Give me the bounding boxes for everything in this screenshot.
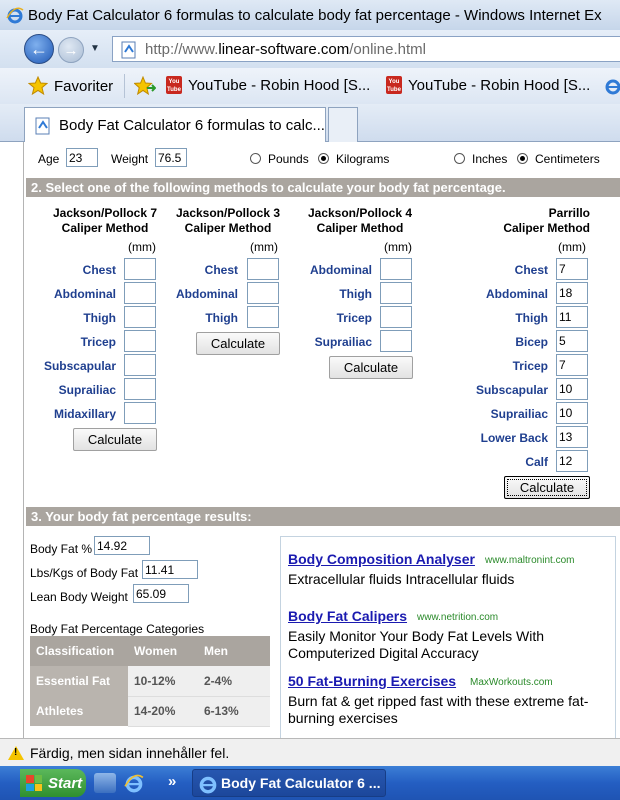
jp3-thigh-label: Thigh <box>205 311 238 325</box>
lean-body-weight-output[interactable] <box>133 584 189 603</box>
warning-icon[interactable] <box>8 746 24 760</box>
jp3-calculate-button[interactable]: Calculate <box>196 332 280 355</box>
jp7-chest-label: Chest <box>82 263 116 277</box>
jp7-thigh-label: Thigh <box>83 311 116 325</box>
lean-body-weight-label: Lean Body Weight <box>30 590 128 604</box>
parrillo-suprailiac-label: Suprailiac <box>490 407 548 421</box>
favorites-button[interactable] <box>28 76 113 96</box>
jp7-suprailiac-label: Suprailiac <box>58 383 116 397</box>
page-icon <box>33 116 53 136</box>
ad-description: Extracellular fluids Intracellular fluids <box>288 571 515 587</box>
jp7-subscapular-label: Subscapular <box>43 359 116 373</box>
jp7-tricep-label: Tricep <box>80 335 116 349</box>
jp3-abdominal-input[interactable] <box>247 282 279 304</box>
window-titlebar <box>0 0 620 30</box>
method-title: Jackson/Pollock 7 <box>52 206 158 220</box>
sponsored-links-box <box>280 536 616 738</box>
jp3-chest-input[interactable] <box>247 258 279 280</box>
jp7-tricep-input[interactable] <box>124 330 156 352</box>
weight-label: Weight <box>111 152 149 166</box>
favorite-link-1[interactable] <box>166 76 370 94</box>
method-title: Jackson/Pollock 4 <box>307 206 413 220</box>
jp7-midaxillary-label: Midaxillary <box>53 407 116 421</box>
jp3-chest-label: Chest <box>204 263 238 277</box>
favorites-bar <box>0 68 620 104</box>
table-header-row <box>30 636 270 666</box>
method-jp7-heading <box>42 206 168 236</box>
internet-explorer-icon[interactable] <box>604 77 620 95</box>
mm-label: (mm) <box>558 240 586 254</box>
add-favorite-button[interactable] <box>134 76 156 96</box>
body-fat-percent-output[interactable] <box>94 536 150 555</box>
method-jp4-heading <box>300 206 420 236</box>
ad-description: Easily Monitor Your Body Fat Levels With Computerized Digital Accuracy <box>288 628 545 661</box>
jp4-abdominal-input[interactable] <box>380 258 412 280</box>
parrillo-calculate-button[interactable]: Calculate <box>504 476 590 499</box>
inches-radio[interactable] <box>454 153 465 164</box>
youtube-icon: You Tube <box>386 76 402 94</box>
window-title: Body Fat Calculator 6 formulas to calculate body fat percentage - Windows Internet Ex <box>28 6 602 24</box>
favorite-link-2[interactable] <box>386 76 590 94</box>
pounds-label: Pounds <box>268 152 309 166</box>
kilograms-radio[interactable] <box>318 153 329 164</box>
inches-label: Inches <box>472 152 508 166</box>
ad-title-link[interactable]: 50 Fat-Burning Exercises <box>288 673 457 689</box>
status-text: Färdig, men sidan innehåller fel. <box>30 744 230 761</box>
page-content <box>0 142 620 738</box>
table-header-cell: Men <box>198 636 270 666</box>
body-fat-mass-label: Lbs/Kgs of Body Fat <box>30 566 139 580</box>
age-label: Age <box>38 152 60 166</box>
parrillo-thigh-input[interactable] <box>556 306 588 328</box>
start-label: Start <box>48 774 83 792</box>
address-toolbar <box>0 30 620 68</box>
forward-button[interactable] <box>58 37 84 63</box>
parrillo-chest-input[interactable] <box>556 258 588 280</box>
forward-arrow-icon: → <box>63 41 79 59</box>
parrillo-bicep-label: Bicep <box>515 335 548 349</box>
ad-url[interactable]: MaxWorkouts.com <box>470 677 553 688</box>
jp7-calculate-button[interactable]: Calculate <box>73 428 157 451</box>
new-tab-button[interactable] <box>328 107 358 142</box>
ad-title-link[interactable]: Body Fat Calipers <box>288 608 408 624</box>
favorite-link-label: YouTube - Robin Hood [S... <box>188 76 371 94</box>
body-fat-mass-output[interactable] <box>142 560 198 579</box>
mm-label: (mm) <box>384 240 412 254</box>
page-icon <box>119 40 139 60</box>
parrillo-chest-label: Chest <box>514 263 548 277</box>
internet-explorer-icon[interactable] <box>124 773 144 793</box>
page-left-border <box>23 142 24 738</box>
show-desktop-icon[interactable] <box>94 773 116 793</box>
table-cell: Essential Fat <box>30 666 128 696</box>
taskbar-window-button[interactable] <box>192 769 386 797</box>
tab-bar <box>0 104 620 142</box>
parrillo-subscapular-label: Subscapular <box>475 383 548 397</box>
jp7-suprailiac-input[interactable] <box>124 378 156 400</box>
back-arrow-icon: ← <box>30 38 48 59</box>
ad-url[interactable]: www.maltronint.com <box>485 555 575 566</box>
centimeters-radio[interactable] <box>517 153 528 164</box>
method-parrillo-heading <box>470 206 590 236</box>
ad-url[interactable]: www.netrition.com <box>417 612 499 623</box>
method-subtitle: Caliper Method <box>61 221 149 235</box>
parrillo-abdominal-input[interactable] <box>556 282 588 304</box>
parrillo-calf-label: Calf <box>525 455 548 469</box>
table-header-cell: Women <box>128 636 198 666</box>
history-dropdown-icon[interactable]: ▼ <box>90 43 100 54</box>
jp4-thigh-input[interactable] <box>380 282 412 304</box>
centimeters-label: Centimeters <box>535 152 600 166</box>
jp3-abdominal-label: Abdominal <box>176 287 238 301</box>
table-row <box>30 696 270 726</box>
ad-title-link[interactable]: Body Composition Analyser <box>288 551 475 567</box>
parrillo-lower-back-label: Lower Back <box>480 431 548 445</box>
windows-taskbar <box>0 766 620 800</box>
parrillo-thigh-label: Thigh <box>515 311 548 325</box>
youtube-icon: You Tube <box>166 76 182 94</box>
parrillo-tricep-label: Tricep <box>512 359 548 373</box>
method-subtitle: Caliper Method <box>184 221 272 235</box>
table-row <box>30 666 270 696</box>
jp7-abdominal-label: Abdominal <box>54 287 116 301</box>
favorites-separator <box>124 74 125 98</box>
parrillo-bicep-input[interactable] <box>556 330 588 352</box>
jp3-thigh-input[interactable] <box>247 306 279 328</box>
mm-label: (mm) <box>250 240 278 254</box>
status-bar <box>0 738 620 766</box>
section-2-header: 2. Select one of the following methods to calculate your body fat percentage. <box>26 178 620 197</box>
url-domain: linear-software.com <box>218 40 350 58</box>
table-cell: 10-12% <box>128 666 198 696</box>
jp4-suprailiac-input[interactable] <box>380 330 412 352</box>
age-input[interactable] <box>66 148 98 167</box>
mm-label: (mm) <box>128 240 156 254</box>
jp4-thigh-label: Thigh <box>339 287 372 301</box>
favorites-label: Favoriter <box>54 77 114 95</box>
jp7-midaxillary-input[interactable] <box>124 402 156 424</box>
jp4-calculate-button[interactable]: Calculate <box>329 356 413 379</box>
table-cell: 6-13% <box>198 696 270 726</box>
add-to-favorites-icon <box>134 76 156 96</box>
taskbar-window-label: Body Fat Calculator 6 ... <box>221 775 381 791</box>
pounds-radio[interactable] <box>250 153 261 164</box>
back-button[interactable] <box>24 34 54 64</box>
jp7-subscapular-input[interactable] <box>124 354 156 376</box>
start-button[interactable] <box>20 769 86 797</box>
jp4-abdominal-label: Abdominal <box>310 263 372 277</box>
parrillo-calf-input[interactable] <box>556 450 588 472</box>
method-title: Jackson/Pollock 3 <box>175 206 281 220</box>
internet-explorer-icon <box>198 774 218 794</box>
address-input[interactable] <box>112 36 620 62</box>
jp4-tricep-label: Tricep <box>336 311 372 325</box>
method-subtitle: Caliper Method <box>503 221 590 235</box>
kilograms-label: Kilograms <box>336 152 390 166</box>
favorite-link-label: YouTube - Robin Hood [S... <box>408 76 591 94</box>
internet-explorer-icon <box>6 6 24 24</box>
windows-logo-icon <box>26 775 42 791</box>
categories-title: Body Fat Percentage Categories <box>30 622 205 636</box>
table-header-cell: Classification <box>30 636 128 666</box>
jp4-tricep-input[interactable] <box>380 306 412 328</box>
method-jp3-heading <box>168 206 288 236</box>
url-path: /online.html <box>349 40 426 58</box>
parrillo-suprailiac-input[interactable] <box>556 402 588 424</box>
body-fat-percent-label: Body Fat % <box>30 542 93 556</box>
weight-input[interactable] <box>155 148 187 167</box>
tab-label: Body Fat Calculator 6 formulas to calc... <box>59 116 325 134</box>
favorites-star-icon <box>28 76 48 96</box>
section-3-header: 3. Your body fat percentage results: <box>26 507 620 526</box>
ad-description: Burn fat & get ripped fast with these extreme fat-burning exercises <box>288 693 589 726</box>
url-prefix: http://www. <box>145 40 219 58</box>
table-cell: 2-4% <box>198 666 270 696</box>
parrillo-subscapular-input[interactable] <box>556 378 588 400</box>
parrillo-lower-back-input[interactable] <box>556 426 588 448</box>
body-fat-categories-table <box>30 636 270 727</box>
table-cell: Athletes <box>30 696 128 726</box>
parrillo-abdominal-label: Abdominal <box>486 287 548 301</box>
quick-launch-chevron[interactable]: » <box>168 773 177 790</box>
parrillo-tricep-input[interactable] <box>556 354 588 376</box>
jp4-suprailiac-label: Suprailiac <box>314 335 372 349</box>
method-subtitle: Caliper Method <box>316 221 404 235</box>
tab-body-fat-calculator[interactable] <box>24 107 326 142</box>
method-title: Parrillo <box>548 206 590 220</box>
table-cell: 14-20% <box>128 696 198 726</box>
